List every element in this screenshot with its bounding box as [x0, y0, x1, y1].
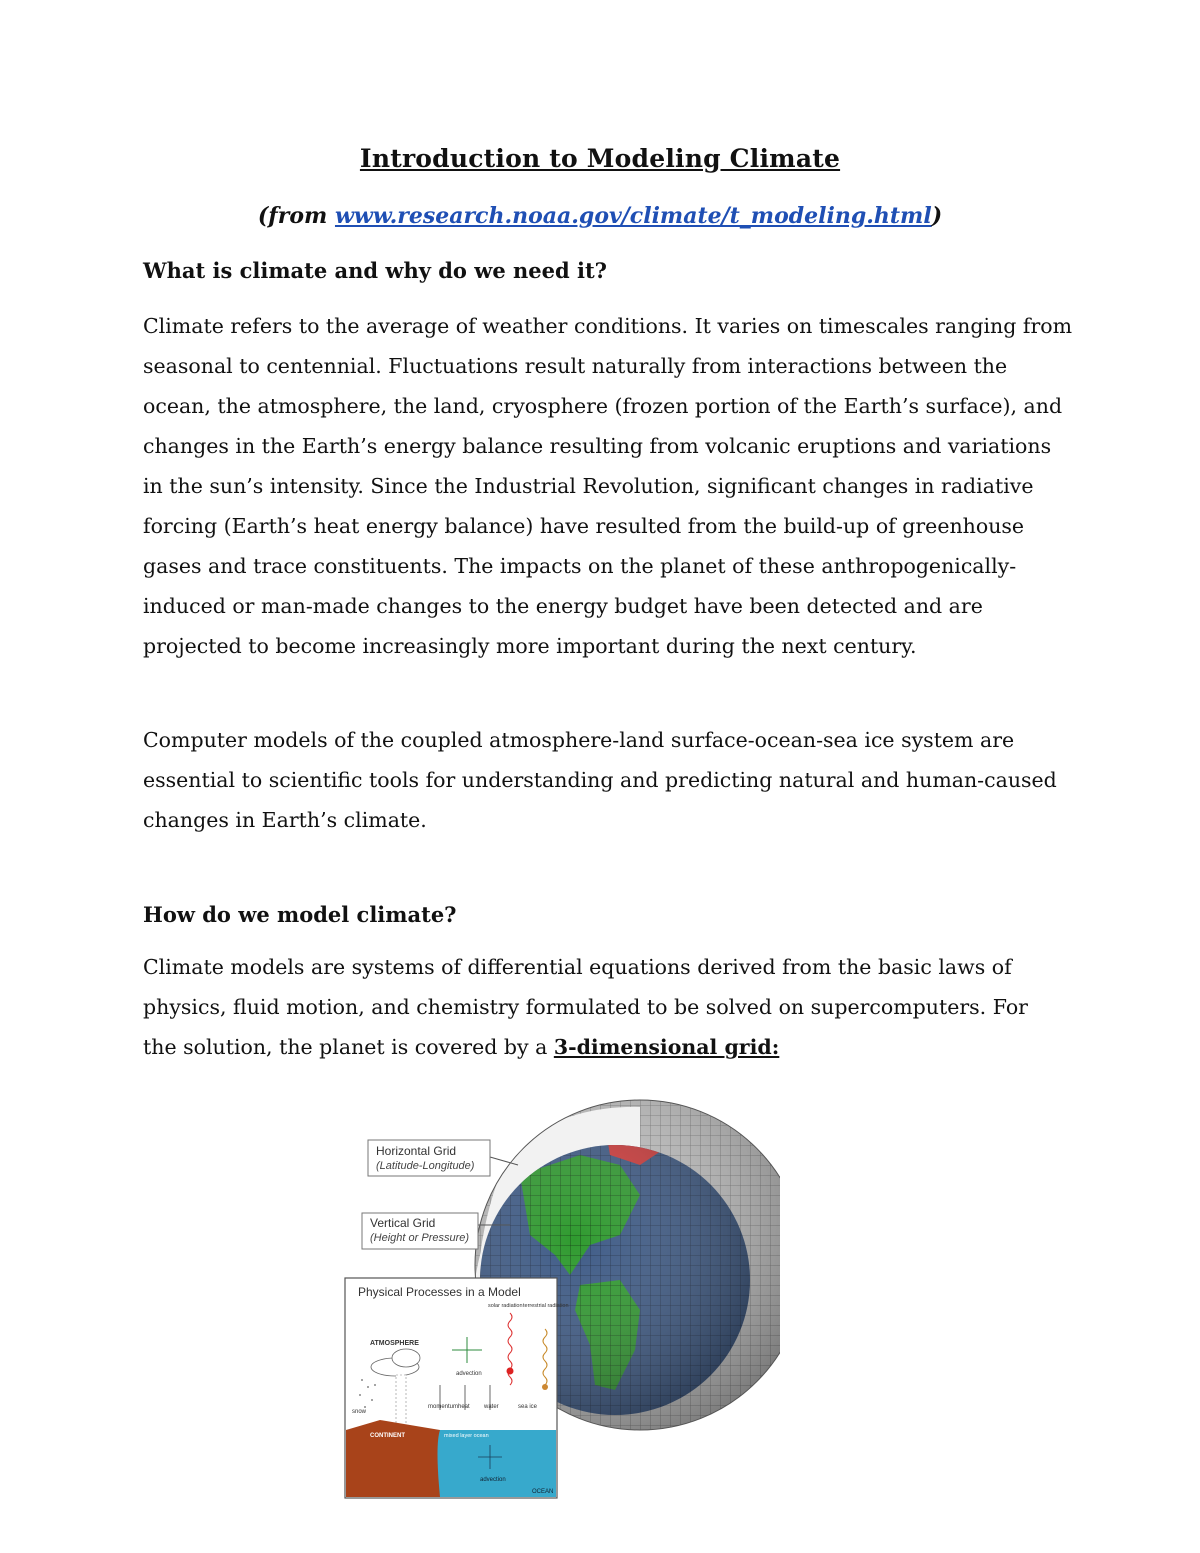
text-line: changes in Earth’s climate. [143, 808, 427, 832]
mixed-layer-ocean-label: mixed layer ocean [444, 1433, 489, 1439]
ocean-label: OCEAN [532, 1489, 554, 1495]
solar-radiation-marker [507, 1368, 514, 1375]
horizontal-grid-callout [368, 1140, 518, 1176]
terrestrial-radiation-marker [542, 1384, 548, 1390]
continent-area [346, 1420, 440, 1497]
text-line: ocean, the atmosphere, the land, cryosphere (frozen portion of the Earth’s surface), and [143, 394, 1063, 418]
source-link[interactable]: www.research.noaa.gov/climate/t_modeling.html [334, 203, 932, 229]
horizontal-grid-sub: (Latitude-Longitude) [376, 1160, 475, 1172]
continent-label: CONTINENT [370, 1433, 405, 1439]
section-heading-modeling: How do we model climate? [143, 902, 457, 927]
advection-bottom-label: advection [480, 1477, 506, 1483]
momentum-label: momentum [428, 1404, 459, 1410]
text-line [143, 1027, 1063, 1067]
paragraph-computer-models [143, 720, 1063, 840]
climate-model-figure [340, 1085, 780, 1505]
snow-label: snow [352, 1409, 367, 1415]
text-line: forcing (Earth’s heat energy balance) have resulted from the build-up of greenhouse [143, 514, 1025, 538]
solar-radiation-label: solar radiation [488, 1303, 523, 1309]
paragraph-climate-definition [143, 306, 1073, 666]
heat-label: heat [458, 1404, 470, 1410]
text-line: seasonal to centennial. Fluctuations result naturally from interactions between the [143, 354, 1008, 378]
sea-ice-label: sea ice [518, 1404, 538, 1410]
physical-processes-inset [345, 1278, 569, 1498]
text-line: gases and trace constituents. The impacts on the planet of these anthropogenically- [143, 554, 1017, 578]
water-label: water [484, 1404, 499, 1410]
climate-model-illustration [340, 1085, 780, 1505]
source-prefix: (from [257, 203, 335, 229]
source-suffix: ) [931, 203, 943, 229]
text-line: essential to scientific tools for understanding and predicting natural and human-caused [143, 768, 1057, 792]
text-fragment: the solution, the planet is covered by a [143, 1035, 554, 1059]
vertical-grid-title: Vertical Grid [370, 1216, 436, 1230]
text-line: Climate refers to the average of weather conditions. It varies on timescales ranging from [143, 314, 1073, 338]
vertical-grid-sub: (Height or Pressure) [370, 1232, 470, 1244]
text-line: induced or man-made changes to the energy budget have been detected and are [143, 594, 983, 618]
text-line: physics, fluid motion, and chemistry formulated to be solved on supercomputers. For [143, 995, 1028, 1019]
horizontal-grid-title: Horizontal Grid [376, 1144, 457, 1158]
source-line [0, 203, 1200, 229]
atmosphere-label: ATMOSPHERE [370, 1340, 419, 1347]
emphasis-3d-grid: 3-dimensional grid: [553, 1035, 780, 1059]
text-line: in the sun’s intensity. Since the Industrial Revolution, significant changes in radiative [143, 474, 1034, 498]
advection-top-label: advection [456, 1371, 482, 1377]
page-title: Introduction to Modeling Climate [359, 144, 841, 173]
section-heading-climate: What is climate and why do we need it? [143, 258, 607, 283]
paragraph-model-equations [143, 947, 1063, 1067]
terrestrial-radiation-label: terrestrial radiation [523, 1303, 569, 1309]
text-line: changes in the Earth’s energy balance resulting from volcanic eruptions and variations [143, 434, 1052, 458]
text-line: Computer models of the coupled atmosphere-land surface-ocean-sea ice system are [143, 728, 1015, 752]
ocean-area [438, 1430, 557, 1497]
text-line: projected to become increasingly more important during the next century. [143, 634, 917, 658]
text-line: Climate models are systems of differential equations derived from the basic laws of [143, 955, 1012, 979]
processes-title: Physical Processes in a Model [358, 1285, 521, 1299]
